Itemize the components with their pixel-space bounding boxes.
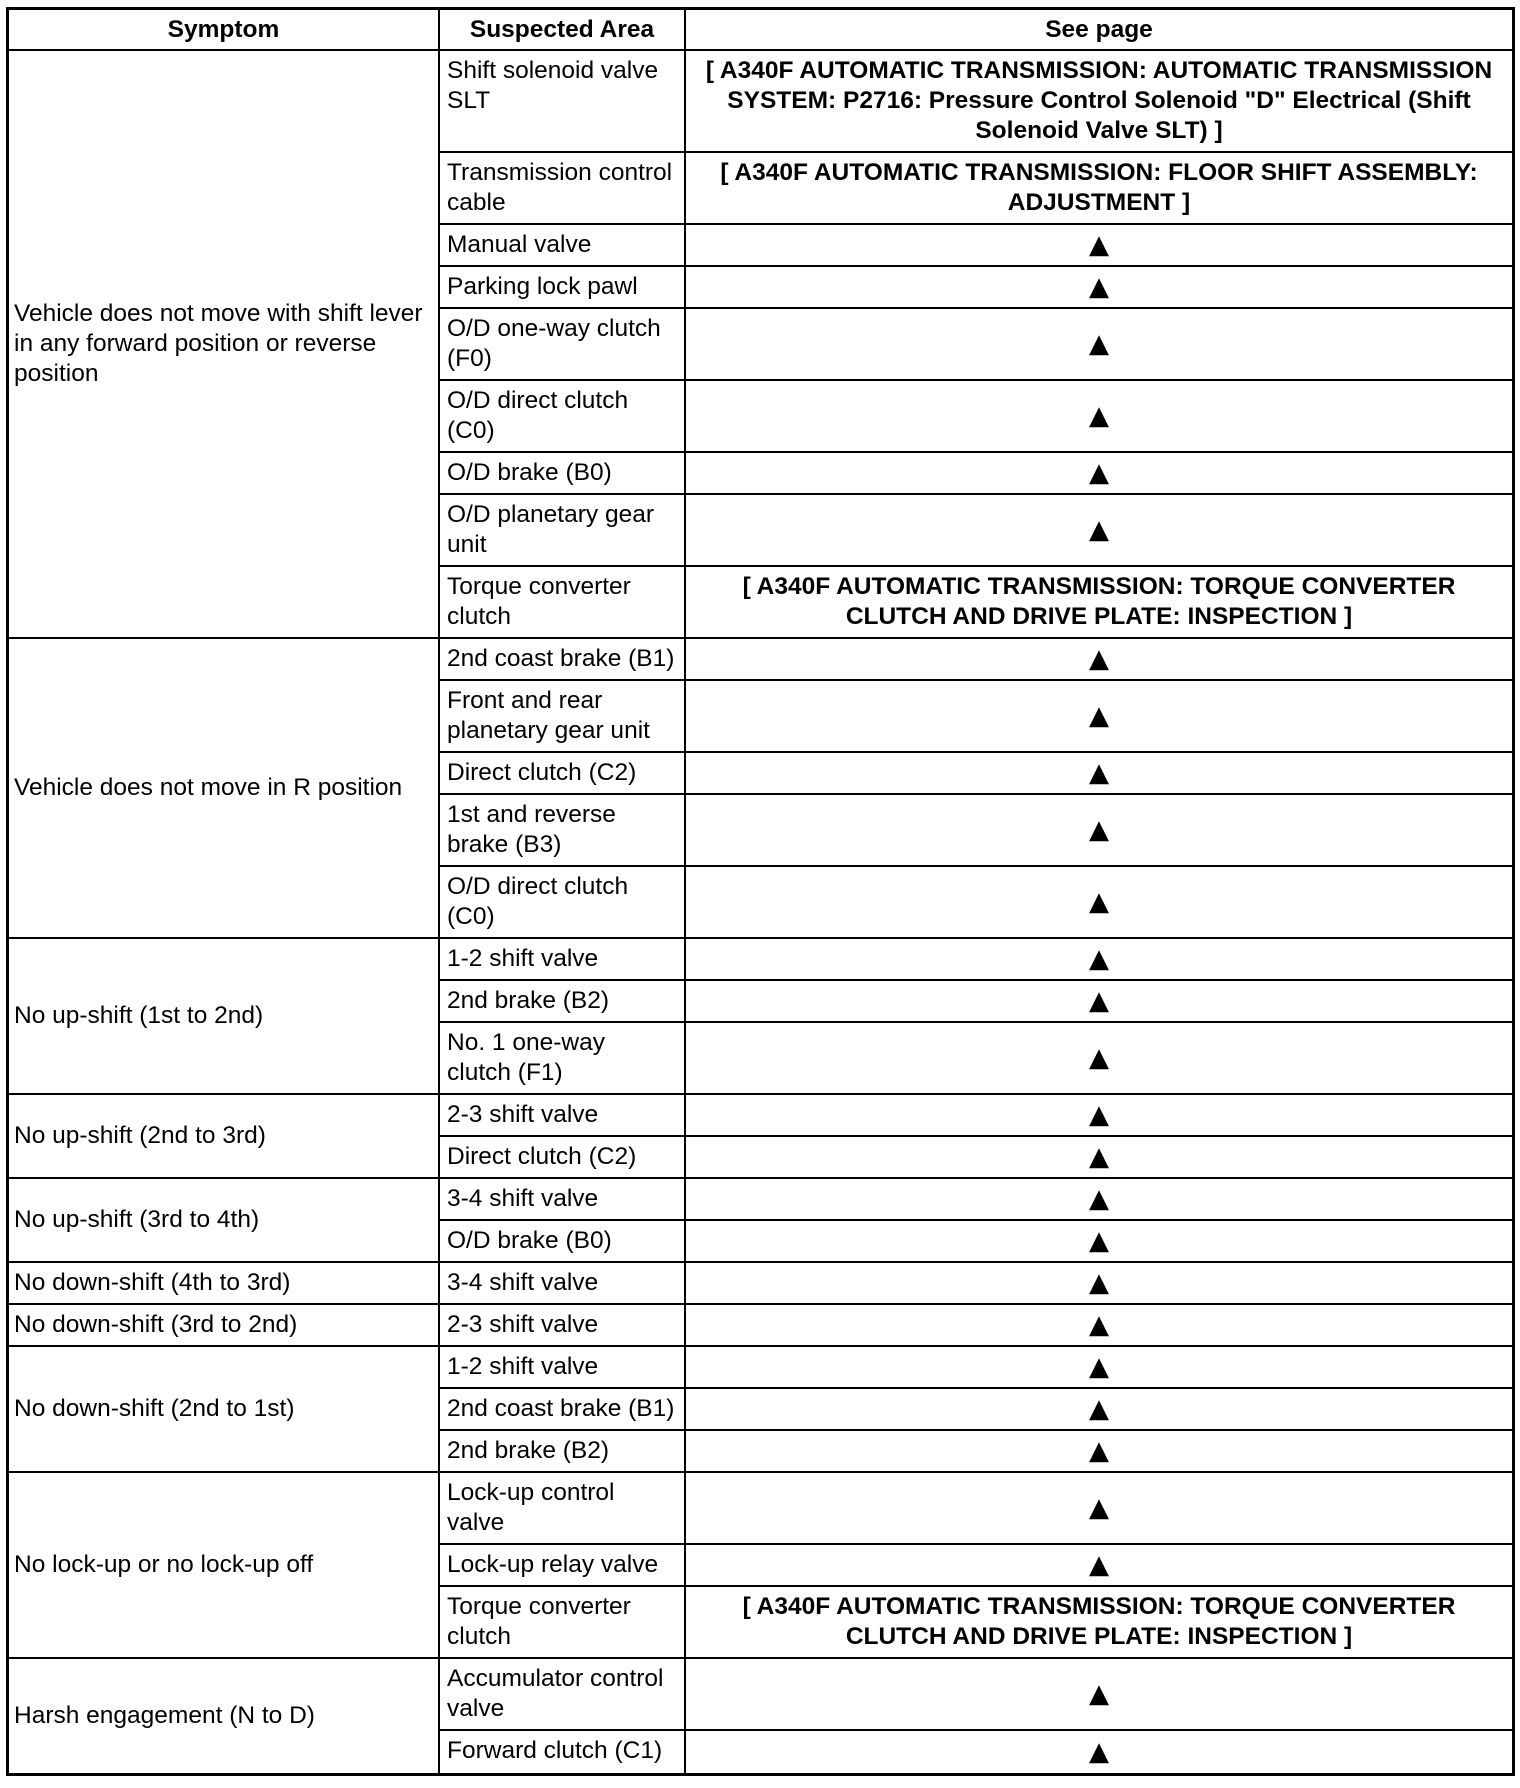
triangle-icon: ▲ <box>686 225 1512 267</box>
suspected-area-cell: No. 1 one-way clutch (F1) <box>440 1023 686 1095</box>
suspected-area-cell: 2-3 shift valve <box>440 1095 686 1137</box>
suspected-area-cell: 1st and reverse brake (B3) <box>440 795 686 867</box>
suspected-area-cell: Direct clutch (C2) <box>440 753 686 795</box>
suspected-area-cell: Torque converter clutch <box>440 1587 686 1659</box>
suspected-area-cell: 2nd brake (B2) <box>440 981 686 1023</box>
triangle-icon: ▲ <box>686 981 1512 1023</box>
triangle-icon: ▲ <box>686 681 1512 753</box>
triangle-icon: ▲ <box>686 1095 1512 1137</box>
triangle-icon: ▲ <box>686 495 1512 567</box>
suspected-area-cell: Parking lock pawl <box>440 267 686 309</box>
triangle-icon: ▲ <box>686 867 1512 939</box>
suspected-area-cell: 3-4 shift valve <box>440 1263 686 1305</box>
suspected-area-cell: Shift solenoid valve SLT <box>440 51 686 153</box>
triangle-icon: ▲ <box>686 1179 1512 1221</box>
suspected-area-cell: Manual valve <box>440 225 686 267</box>
suspected-area-cell: 1-2 shift valve <box>440 1347 686 1389</box>
see-page-reference: [ A340F AUTOMATIC TRANSMISSION: TORQUE CONVERTER CLUTCH AND DRIVE PLATE: INSPECTION ] <box>686 1587 1512 1659</box>
suspected-area-cell: Forward clutch (C1) <box>440 1731 686 1773</box>
triangle-icon: ▲ <box>686 1263 1512 1305</box>
triangle-icon: ▲ <box>686 1431 1512 1473</box>
symptom-cell: No down-shift (3rd to 2nd) <box>9 1305 440 1347</box>
triangle-icon: ▲ <box>686 939 1512 981</box>
triangle-icon: ▲ <box>686 1545 1512 1587</box>
suspected-area-cell: O/D one-way clutch (F0) <box>440 309 686 381</box>
symptom-cell: Vehicle does not move with shift lever in any forward position or reverse position <box>9 51 440 639</box>
suspected-area-cell: 2-3 shift valve <box>440 1305 686 1347</box>
triangle-icon: ▲ <box>686 1473 1512 1545</box>
suspected-area-cell: O/D brake (B0) <box>440 453 686 495</box>
suspected-area-cell: 2nd coast brake (B1) <box>440 639 686 681</box>
triangle-icon: ▲ <box>686 381 1512 453</box>
symptom-cell: No up-shift (3rd to 4th) <box>9 1179 440 1263</box>
suspected-area-cell: Direct clutch (C2) <box>440 1137 686 1179</box>
triangle-icon: ▲ <box>686 453 1512 495</box>
suspected-area-cell: O/D direct clutch (C0) <box>440 867 686 939</box>
symptom-cell: No up-shift (1st to 2nd) <box>9 939 440 1095</box>
triangle-icon: ▲ <box>686 1221 1512 1263</box>
symptom-cell: Harsh engagement (N to D) <box>9 1659 440 1773</box>
header-symptom: Symptom <box>9 10 440 51</box>
suspected-area-cell: Front and rear planetary gear unit <box>440 681 686 753</box>
suspected-area-cell: Lock-up relay valve <box>440 1545 686 1587</box>
suspected-area-cell: 2nd brake (B2) <box>440 1431 686 1473</box>
symptom-cell: No lock-up or no lock-up off <box>9 1473 440 1659</box>
symptom-cell: No down-shift (2nd to 1st) <box>9 1347 440 1473</box>
symptom-cell: Vehicle does not move in R position <box>9 639 440 939</box>
suspected-area-cell: 1-2 shift valve <box>440 939 686 981</box>
triangle-icon: ▲ <box>686 795 1512 867</box>
suspected-area-cell: 3-4 shift valve <box>440 1179 686 1221</box>
troubleshooting-table <box>6 7 1515 1776</box>
symptom-cell: No up-shift (2nd to 3rd) <box>9 1095 440 1179</box>
see-page-reference: [ A340F AUTOMATIC TRANSMISSION: TORQUE CONVERTER CLUTCH AND DRIVE PLATE: INSPECTION ] <box>686 567 1512 639</box>
see-page-reference: [ A340F AUTOMATIC TRANSMISSION: FLOOR SHIFT ASSEMBLY: ADJUSTMENT ] <box>686 153 1512 225</box>
suspected-area-cell: Accumulator control valve <box>440 1659 686 1731</box>
triangle-icon: ▲ <box>686 1305 1512 1347</box>
triangle-icon: ▲ <box>686 639 1512 681</box>
suspected-area-cell: Lock-up control valve <box>440 1473 686 1545</box>
triangle-icon: ▲ <box>686 1347 1512 1389</box>
triangle-icon: ▲ <box>686 267 1512 309</box>
suspected-area-cell: Torque converter clutch <box>440 567 686 639</box>
see-page-reference: [ A340F AUTOMATIC TRANSMISSION: AUTOMATIC TRANSMISSION SYSTEM: P2716: Pressure Control Solenoid "D" Electrical (Shift Solenoid Valve SLT) ] <box>686 51 1512 153</box>
triangle-icon: ▲ <box>686 1659 1512 1731</box>
triangle-icon: ▲ <box>686 1023 1512 1095</box>
triangle-icon: ▲ <box>1089 1737 1109 1767</box>
triangle-icon: ▲ <box>686 1137 1512 1179</box>
suspected-area-cell: O/D planetary gear unit <box>440 495 686 567</box>
triangle-icon: ▲ <box>686 309 1512 381</box>
header-suspected-area: Suspected Area <box>440 10 686 51</box>
suspected-area-cell: 2nd coast brake (B1) <box>440 1389 686 1431</box>
symptom-cell: No down-shift (4th to 3rd) <box>9 1263 440 1305</box>
suspected-area-cell: O/D direct clutch (C0) <box>440 381 686 453</box>
header-see-page: See page <box>686 10 1512 51</box>
suspected-area-cell: O/D brake (B0) <box>440 1221 686 1263</box>
triangle-icon: ▲ <box>686 1389 1512 1431</box>
triangle-icon: ▲ <box>686 753 1512 795</box>
suspected-area-cell: Transmission control cable <box>440 153 686 225</box>
